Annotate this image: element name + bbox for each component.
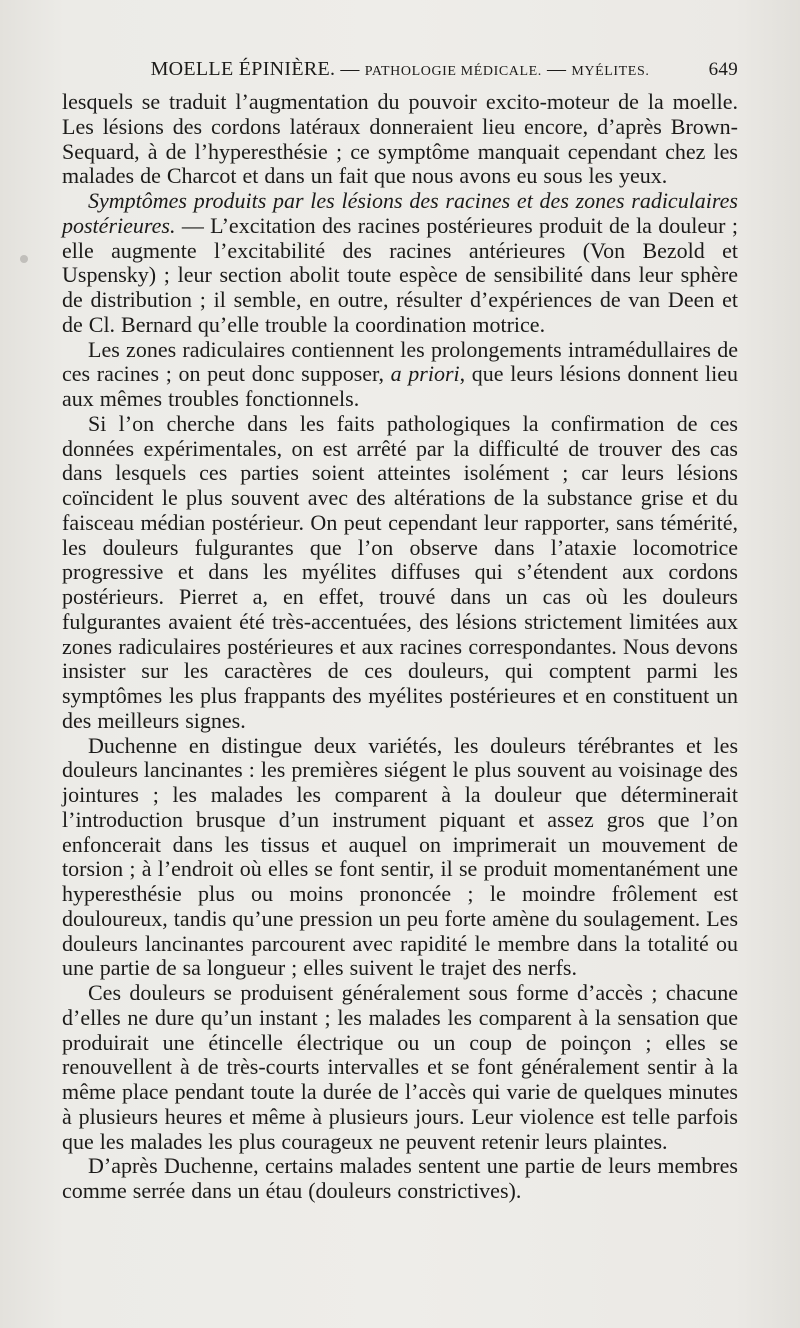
paragraph-douleurs-constrictives: D’après Duchenne, certains malades sentent une partie de leurs membres comme serrée dans un étau (douleurs constrictives). [62, 1153, 738, 1203]
section-heading-italic: Symptômes produits par les lésions des racines et des zones radiculaires postérieures. [62, 188, 738, 238]
running-title-section: PATHOLOGIE MÉDICALE. [364, 64, 542, 79]
paragraph-text: — L’excitation des racines postérieures produit de la douleur ; elle augmente l’excitabilité des racines antérieures (Von Bezold et Uspensky) ; leur section abolit toute espèce de sensibilité dans leur sphère de distribution ; il semble, en outre, résulter d’expériences de van Deen et de Cl. Bernard qu’elle trouble la coordination motrice. [62, 212, 738, 337]
running-title-main: MOELLE ÉPINIÈRE. [150, 58, 336, 80]
paragraph-duchenne-varietes: Duchenne en distingue deux variétés, les douleurs térébrantes et les douleurs lancinantes : les premières siégent le plus souvent au voisinage des jointures ; les malades les comparent à la douleur que déterminerait l’introduction brusque d’un instrument piquant et assez gros que l’on enfoncerait dans les tissus et auquel on imprimerait un mouvement de torsion ; à l’endroit où elles se font sentir, il se produit momentanément une hyperesthésie plus ou moins prononcée ; le moindre frôlement est douloureux, tandis qu’une pression un peu forte amène du soulagement. Les douleurs lancinantes parcourent avec rapidité le membre dans la totalité ou une partie de sa longueur ; elles suivent le trajet des nerfs. [62, 732, 738, 981]
paragraph-continuation: lesquels se traduit l’augmentation du pouvoir excito-moteur de la moelle. Les lésions des cordons latéraux donneraient lieu encore, d’après Brown-Sequard, à de l’hyperesthésie ; ce symptôme manquait cependant chez les malades de Charcot et dans un fait que nous avons eu sous les yeux. [62, 89, 738, 189]
paragraph-faits-pathologiques: Si l’on cherche dans les faits pathologiques la confirmation de ces données expérimentales, on est arrêté par la difficulté de trouver des cas dans lesquels ces parties soient atteintes isolément ; car leurs lésions coïncident le plus souvent avec des altérations de la substance grise et du faisceau médian postérieur. On peut cependant leur rapporter, sans témérité, les douleurs fulgurantes que l’on observe dans l’ataxie locomotrice progressive et dans les myélites diffuses qui s’étendent aux cordons postérieurs. Pierret a, en effet, trouvé dans un cas où les douleurs fulgurantes avaient été très-accentuées, des lésions strictement limitées aux zones radiculaires postérieures et aux racines correspondantes. Nous devons insister sur les caractères de ces douleurs, qui comptent parmi les symptômes les plus frappants des myélites postérieures et en constituent un des meilleurs signes. [62, 410, 738, 733]
body-text [62, 90, 738, 1204]
running-title-sub: MYÉLITES. [571, 64, 650, 79]
running-title [62, 58, 698, 81]
margin-speck [20, 255, 28, 263]
page-number: 649 [708, 59, 738, 80]
running-title-dash-1: — [335, 59, 365, 80]
italic-a-priori: a priori [390, 361, 460, 387]
paragraph-symptomes-racines [62, 189, 738, 338]
running-title-dash-2: — [541, 59, 572, 80]
running-head [62, 58, 738, 86]
paragraph-acces: Ces douleurs se produisent généralement sous forme d’accès ; chacune d’elles ne dure qu’un instant ; les malades les comparent à la sensation que produirait une étincelle électrique ou un coup de poinçon ; elles se renouvellent à de très-courts intervalles et se font généralement sentir à la même place pendant toute la durée de l’accès qui varie de quelques minutes à plusieurs heures et même à plusieurs jours. Leur violence est telle parfois que les malades les plus courageux ne peuvent retenir leurs plaintes. [62, 980, 738, 1154]
paragraph-text-before: Les zones radiculaires contiennent les prolongements intramédullaires de ces racines ; on peut donc supposer, [62, 336, 738, 387]
paragraph-zones-radiculaires [62, 338, 738, 412]
paragraph-text-after: , que leurs lésions donnent lieu aux mêmes troubles fonctionnels. [62, 361, 738, 411]
